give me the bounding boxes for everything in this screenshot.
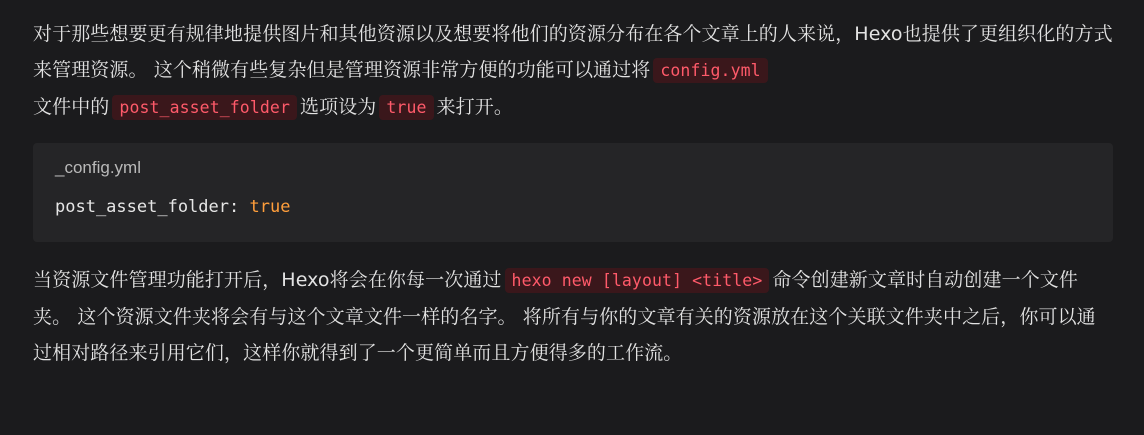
inline-code-hexo-new: hexo new [layout] <title>: [505, 268, 770, 293]
paragraph-text: 来打开。: [436, 96, 513, 118]
code-line: [55, 195, 1091, 219]
paragraph-text: 选项设为: [299, 96, 377, 118]
code-block-title: _config.yml: [55, 158, 141, 177]
inline-code-config-yml: config.yml: [653, 58, 767, 83]
paragraph-asset-folder: [33, 262, 1113, 371]
code-value: true: [249, 197, 291, 217]
code-key: post_asset_folder:: [55, 197, 240, 217]
paragraph-text: 命令创建新文章时自动创建一个文件夹。 这个资源文件夹将会有与这个文章文件一样的名字。 将所有与你的文章有关的资源放在这个关联文件夹中之后，你可以通过相对路径来引用它们，这样你就得到了一个更简单而且方便得多的工作流。: [33, 269, 1096, 364]
paragraph-text: 文件中的: [33, 96, 110, 118]
paragraph-text: 当资源文件管理功能打开后，Hexo将会在你每一次通过: [33, 269, 502, 291]
paragraph-text: 对于那些想要更有规律地提供图片和其他资源以及想要将他们的资源分布在各个文章上的人来说，Hexo也提供了更组织化的方式来管理资源。 这个稍微有些复杂但是管理资源非常方便的功能可以通过将: [33, 23, 1113, 81]
inline-code-true: true: [379, 95, 433, 120]
paragraph-asset-intro: [33, 16, 1113, 126]
inline-code-post-asset-folder: post_asset_folder: [112, 95, 297, 120]
code-block: [33, 143, 1113, 242]
